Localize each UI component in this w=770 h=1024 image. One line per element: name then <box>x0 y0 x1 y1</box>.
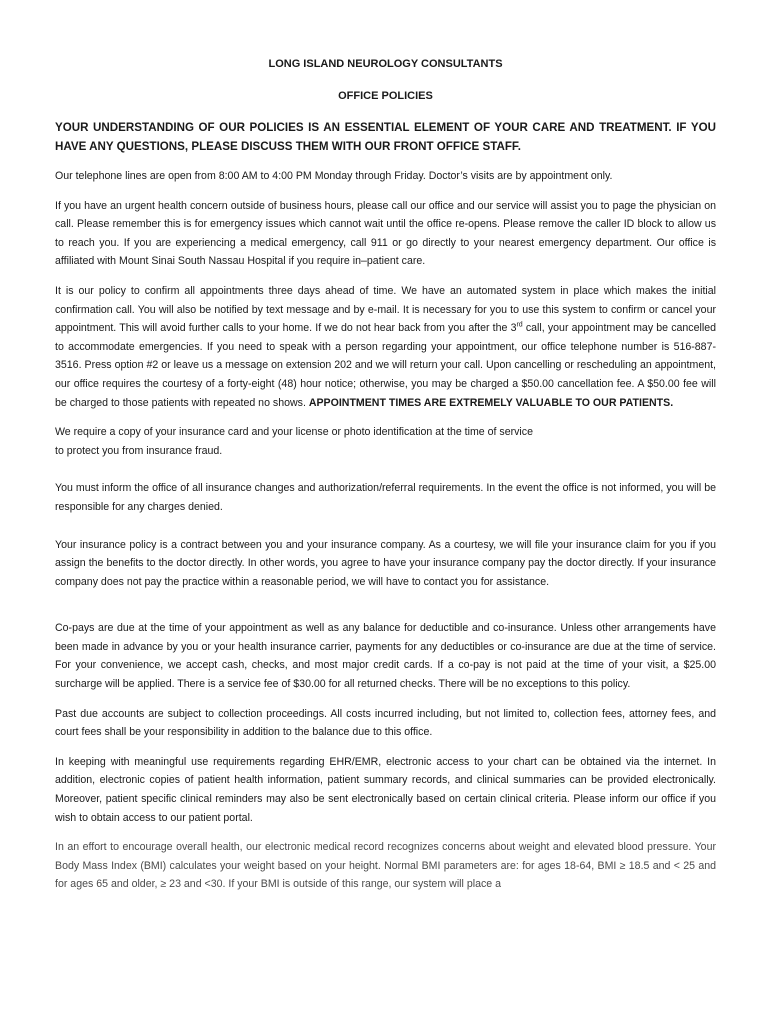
paragraph-bmi: In an effort to encourage overall health, our electronic medical record recognizes concerns about weight and elevated blood pressure. Your Body Mass Index (BMI) calculates your weight based on your height. Normal BMI parameters are: for ages 18-64, BMI ≥ 18.5 and < 25 and for ages 65 and older, ≥ 23 and <30. If your BMI is outside of this range, our system will place a <box>55 841 716 891</box>
paragraph-insurance-changes: You must inform the office of all insurance changes and authorization/referral requirements. In the event the office is not informed, you will be responsible for any charges denied. <box>55 482 716 513</box>
confirmation-text-part-2: call, your appointment may be cancelled to accommodate emergencies. If you need to speak with a person regarding your appointment, our office telephone number is 516-887-3516. Press option #2 or leave us a message on extension 202 and we will return your call. Upon cancelling or rescheduling an appointment, our office requires the courtesy of a forty-eight (48) hour notice; otherwise, you may be charged a $50.00 cancellation fee. A $50.00 fee will be charged to those patients with repeated no shows. <box>55 322 716 409</box>
paragraph-appointment-confirmation <box>55 282 716 412</box>
paragraph-ehr-access: In keeping with meaningful use requirements regarding EHR/EMR, electronic access to your chart can be obtained via the internet. In addition, electronic copies of patient health information, patient summary records, and clinical summaries can be provided electronically. Moreover, patient specific clinical reminders may also be sent electronically based on certain clinical criteria. Please inform our office if you wish to obtain access to our patient portal. <box>55 755 716 824</box>
policy-document <box>55 56 716 894</box>
insurance-card-line-2: to protect you from insurance fraud. <box>55 444 223 457</box>
paragraph-insurance-contract: Your insurance policy is a contract between you and your insurance company. As a courtesy, we will file your insurance claim for you if you assign the benefits to the doctor directly. In other words, you agree to have your insurance company pay the doctor directly. If your insurance company does not pay the practice within a reasonable period, we will have to contact you for assistance. <box>55 538 716 588</box>
paragraph-past-due: Past due accounts are subject to collection proceedings. All costs incurred including, but not limited to, collection fees, attorney fees, and court fees shall be your responsibility in addition to the balance due to this office. <box>55 707 716 739</box>
paragraph-urgent-concern: If you have an urgent health concern outside of business hours, please call our office and our service will assist you to page the physician on call. Please remember this is for emergency issues which cannot wait until the office re-opens. Please remove the caller ID block to allow us to reach you. If you are experiencing a medical emergency, call 911 or go directly to your nearest emergency department. Our office is affiliated with Mount Sinai South Nassau Hospital if you require in–patient care. <box>55 199 716 268</box>
document-title: OFFICE POLICIES <box>338 90 433 102</box>
paragraph-hours: Our telephone lines are open from 8:00 AM to 4:00 PM Monday through Friday. Doctor’s visits are by appointment only. <box>55 170 613 182</box>
paragraph-copays: Co-pays are due at the time of your appointment as well as any balance for deductible and co-insurance. Unless other arrangements have been made in advance by you or your health insurance carrier, payments for any deductibles or co-insurance are due at the time of service. For your convenience, we accept cash, checks, and most major credit cards. If a co-pay is not paid at the time of your visit, a $25.00 surcharge will be applied. There is a service fee of $30.00 for all returned checks. There will be no exceptions to this policy. <box>55 622 716 691</box>
confirmation-text-part-1: It is our policy to confirm all appointments three days ahead of time. We have an automated system in place which makes the initial confirmation call. You will also be notified by text message and by e-mail. It is necessary for you to use this system to confirm or cancel your appointment. This will avoid further calls to your home. If we do not hear back from you after the 3 <box>55 284 716 335</box>
appointment-times-emphasis: APPOINTMENT TIMES ARE EXTREMELY VALUABLE TO OUR PATIENTS. <box>308 396 674 409</box>
practice-name: LONG ISLAND NEUROLOGY CONSULTANTS <box>268 58 503 70</box>
intro-statement: YOUR UNDERSTANDING OF OUR POLICIES IS AN ESSENTIAL ELEMENT OF YOUR CARE AND TREATMENT. IF YOU HAVE ANY QUESTIONS, PLEASE DISCUSS THEM WITH OUR FRONT OFFICE STAFF. <box>55 121 716 153</box>
insurance-card-line-1: We require a copy of your insurance card and your license or photo identification at the time of service <box>55 426 533 439</box>
ordinal-suffix: rd <box>516 321 523 329</box>
paragraph-insurance-card <box>55 423 716 460</box>
